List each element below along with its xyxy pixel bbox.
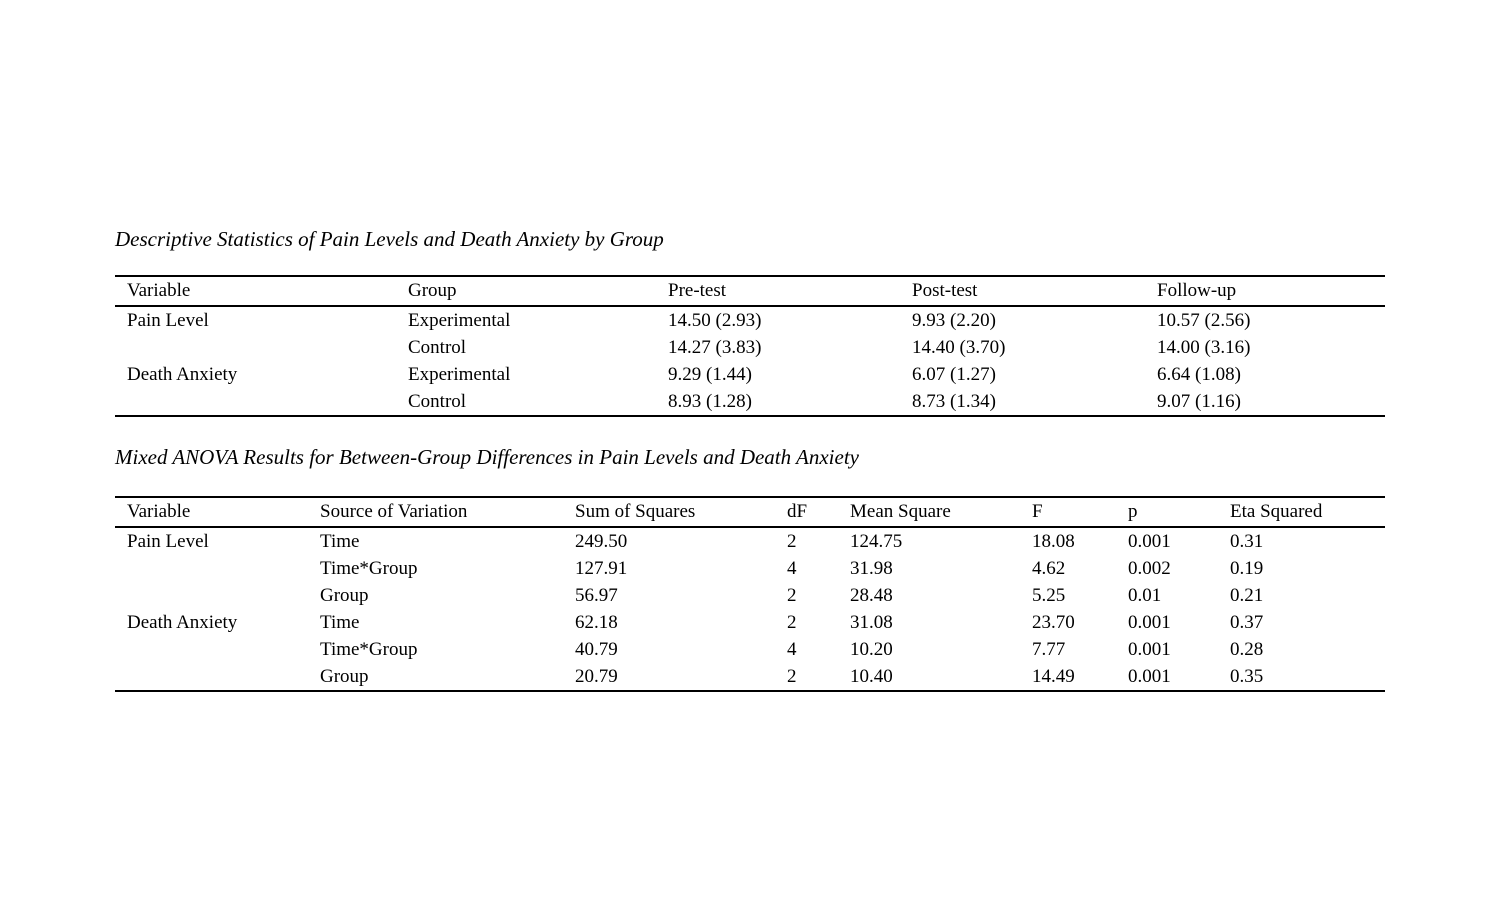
table-cell: 9.29 (1.44)	[668, 363, 752, 385]
header-cell-sum-of-squares: Sum of Squares	[575, 501, 696, 522]
table-cell: 6.64 (1.08)	[1157, 363, 1241, 385]
header-cell-mean-square: Mean Square	[850, 501, 951, 522]
table-cell: 0.19	[1230, 557, 1264, 579]
table-row	[115, 306, 1385, 334]
anova-table-title: Mixed ANOVA Results for Between-Group Differences in Pain Levels and Death Anxiety	[115, 445, 859, 469]
table-cell: 8.93 (1.28)	[668, 390, 752, 412]
table-cell: Pain Level	[127, 309, 209, 331]
table-cell: 8.73 (1.34)	[912, 390, 996, 412]
header-cell-df: dF	[787, 501, 808, 522]
table-cell: Pain Level	[127, 530, 209, 552]
table-cell: Control	[408, 390, 467, 412]
anova-results-table	[115, 496, 1385, 692]
table-cell: 14.00 (3.16)	[1157, 336, 1251, 358]
document-page	[115, 226, 1385, 692]
table-row	[115, 636, 1385, 663]
header-cell-posttest: Post-test	[912, 280, 978, 301]
table-cell: Time	[320, 530, 360, 552]
table-row	[115, 609, 1385, 636]
table-cell: 4.62	[1032, 557, 1066, 579]
table-cell: Death Anxiety	[127, 363, 238, 385]
table-header-row	[115, 497, 1385, 527]
table-cell: 0.001	[1128, 665, 1171, 687]
table-cell	[115, 636, 320, 663]
table-cell: 10.40	[850, 665, 893, 687]
table-cell: 0.001	[1128, 638, 1171, 660]
table-cell: 0.002	[1128, 557, 1171, 579]
header-cell-p: p	[1128, 501, 1138, 522]
table-cell: 2	[787, 530, 797, 552]
table-row	[115, 582, 1385, 609]
table-cell: Control	[408, 336, 467, 358]
header-cell-followup: Follow-up	[1157, 280, 1237, 301]
table-cell: 20.79	[575, 665, 618, 687]
table-cell: 10.57 (2.56)	[1157, 309, 1251, 331]
table-cell: 10.20	[850, 638, 893, 660]
descriptive-stats-table	[115, 275, 1385, 417]
header-cell-variable: Variable	[127, 501, 191, 522]
table-cell: 0.01	[1128, 584, 1162, 606]
table-cell: Group	[320, 665, 369, 687]
table-cell: 6.07 (1.27)	[912, 363, 996, 385]
header-cell-pretest: Pre-test	[668, 280, 727, 301]
table-cell	[115, 582, 320, 609]
table-cell: 0.001	[1128, 611, 1171, 633]
table-cell: Time*Group	[320, 638, 418, 660]
header-cell-eta-squared: Eta Squared	[1230, 501, 1323, 522]
table-cell: 0.37	[1230, 611, 1264, 633]
table-cell: 4	[787, 638, 797, 660]
table-cell: 2	[787, 665, 797, 687]
table-cell: Group	[320, 584, 369, 606]
table-cell: 0.001	[1128, 530, 1171, 552]
table-cell: 5.25	[1032, 584, 1066, 606]
table-cell: 18.08	[1032, 530, 1075, 552]
table-cell: 7.77	[1032, 638, 1066, 660]
table-cell: 0.28	[1230, 638, 1264, 660]
table-cell: 127.91	[575, 557, 628, 579]
table-cell: Experimental	[408, 363, 511, 385]
table-cell: 9.93 (2.20)	[912, 309, 996, 331]
table-cell: 31.98	[850, 557, 893, 579]
table-cell: 124.75	[850, 530, 903, 552]
table-row	[115, 388, 1385, 416]
table-cell	[115, 388, 408, 416]
table-row	[115, 334, 1385, 361]
header-cell-group: Group	[408, 280, 457, 301]
header-cell-variable: Variable	[127, 280, 191, 301]
table-row	[115, 555, 1385, 582]
header-cell-source: Source of Variation	[320, 501, 468, 522]
table-row	[115, 663, 1385, 691]
table-header-row	[115, 276, 1385, 306]
table-cell: 249.50	[575, 530, 628, 552]
table-cell: 14.50 (2.93)	[668, 309, 762, 331]
table-cell: 9.07 (1.16)	[1157, 390, 1241, 412]
descriptive-table-title: Descriptive Statistics of Pain Levels and Death Anxiety by Group	[115, 227, 664, 251]
table-cell: 2	[787, 611, 797, 633]
table-cell: 56.97	[575, 584, 618, 606]
table-cell: 40.79	[575, 638, 618, 660]
table-cell: 0.35	[1230, 665, 1264, 687]
table-row	[115, 361, 1385, 388]
table-cell: Time	[320, 611, 360, 633]
table-cell: 14.49	[1032, 665, 1075, 687]
table-cell	[115, 663, 320, 691]
header-cell-f: F	[1032, 501, 1043, 522]
table-cell: Time*Group	[320, 557, 418, 579]
table-cell	[115, 334, 408, 361]
table-cell: 0.31	[1230, 530, 1264, 552]
table-cell: Death Anxiety	[127, 611, 238, 633]
table-cell: Experimental	[408, 309, 511, 331]
table-row	[115, 527, 1385, 555]
table-cell: 14.27 (3.83)	[668, 336, 762, 358]
table-cell: 31.08	[850, 611, 893, 633]
table-cell: 62.18	[575, 611, 618, 633]
table-cell: 23.70	[1032, 611, 1075, 633]
table-cell: 28.48	[850, 584, 893, 606]
table-cell: 0.21	[1230, 584, 1264, 606]
table-cell: 2	[787, 584, 797, 606]
table-cell: 14.40 (3.70)	[912, 336, 1006, 358]
table-cell: 4	[787, 557, 797, 579]
table-cell	[115, 555, 320, 582]
